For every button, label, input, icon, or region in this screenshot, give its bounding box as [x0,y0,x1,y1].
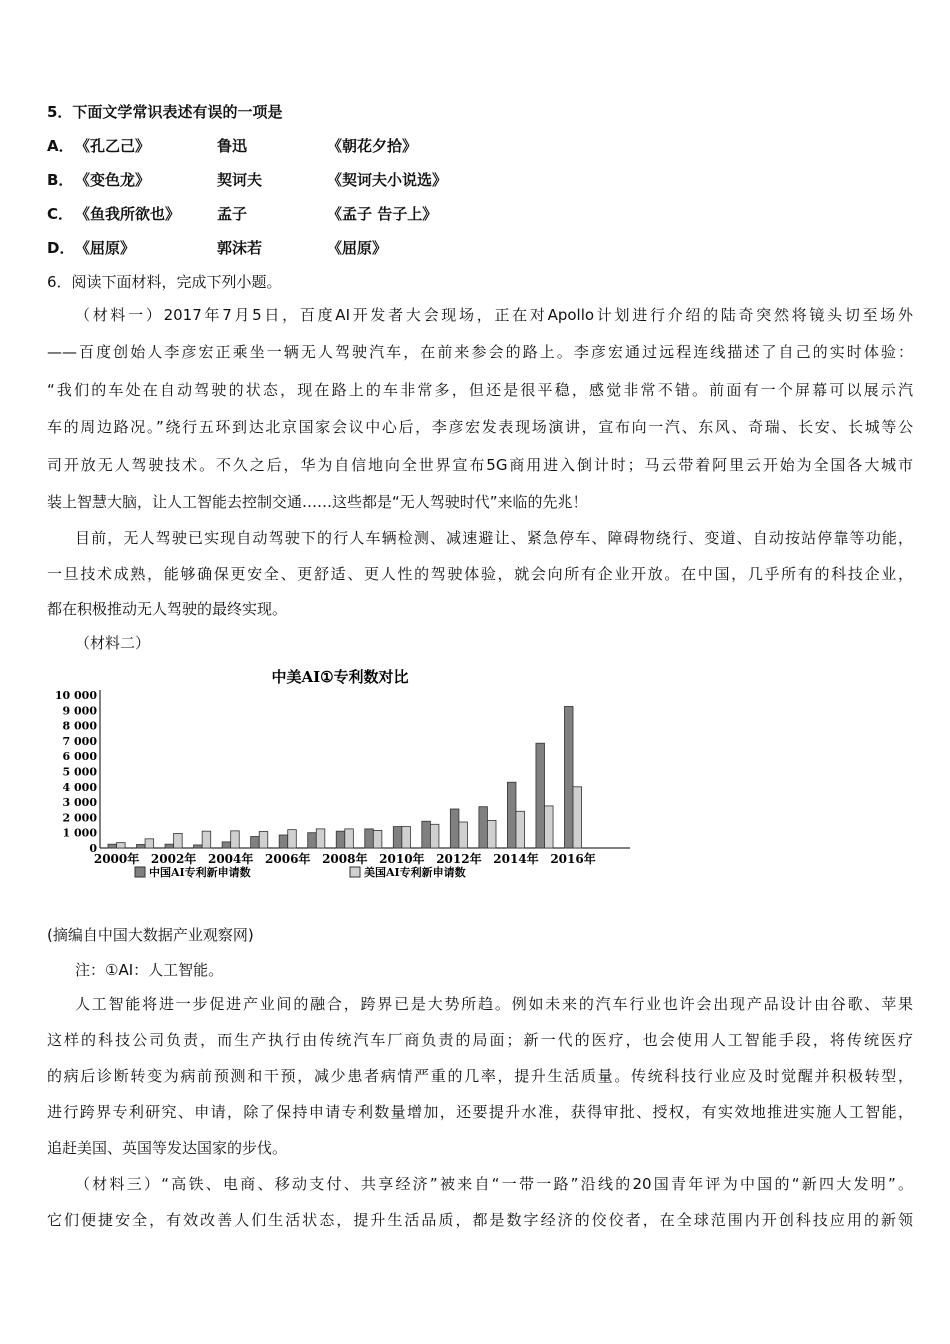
bar-china-2009 [365,829,374,848]
material-1-line: 司开放无人驾驶技术。不久之后，华为自信地向全世界宣布5G商用进入倒计时；马云带着阿里云开始为全国各大城市 [47,456,913,474]
legend-swatch [350,867,360,877]
y-tick-label: 2 000 [62,811,97,825]
option-b: 鲁迅 [217,137,248,155]
material-2-paragraph-line: 这样的科技公司负责，而生产执行由传统汽车厂商负责的局面；新一代的医疗，也会使用人工智能手段，将传统医疗 [47,1031,913,1049]
bar-china-2003 [194,845,203,848]
legend-label: 美国AI专利新申请数 [364,866,466,879]
y-tick-label: 8 000 [62,719,97,733]
material-2-paragraph-line: 进行跨界专利研究、申请，除了保持申请专利数量增加，还要提升水准，获得审批、授权，有实效地推进实施人工智能， [47,1103,913,1121]
bar-china-2001 [137,844,146,848]
bar-us-2005 [259,831,268,848]
option-c: 《孟子 告子上》 [327,205,438,223]
material-1-line: 车的周边路况。”绕行五环到达北京国家会议中心后，李彦宏发表现场演讲，宣布向一汽、东风、奇瑞、长安、长城等公 [47,418,913,436]
chart-title: 中美AI①专利数对比 [271,668,409,686]
y-tick-label: 5 000 [62,765,97,779]
bar-us-2014 [516,811,525,848]
option-label: D． [47,239,75,257]
bar-us-2010 [402,827,411,848]
bar-us-2011 [430,824,439,848]
option-c: 《屈原》 [327,239,388,257]
material-1-line: （材料一）2017年7月5日，百度AI开发者大会现场，正在对Apollo计划进行介绍的陆奇突然将镜头切至场外 [75,306,913,324]
material-1-line: 都在积极推动无人驾驶的最终实现。 [47,600,288,618]
material-1-line: 一旦技术成熟，能够确保更安全、更舒适、更人性的驾驶体验，就会向所有企业开放。在中国，几乎所有的科技企业， [47,565,913,583]
bar-us-2008 [345,829,354,848]
bar-china-2007 [308,833,317,848]
bar-china-2005 [251,837,260,848]
material-3-line: （材料三）“高铁、电商、移动支付、共享经济”被来自“一带一路”沿线的20国青年评为中国的“新四大发明”。 [75,1175,913,1193]
y-tick-label: 4 000 [62,780,97,794]
bar-us-2016 [573,787,582,848]
bar-us-2009 [373,830,382,848]
legend-swatch [135,867,145,877]
chart-source: (摘编自中国大数据产业观察网) [47,926,254,944]
option-b: 契诃夫 [217,171,263,189]
y-tick-label: 0 [89,842,97,855]
bar-china-2011 [422,821,431,848]
x-tick-label: 2016年 [550,852,596,866]
option-a: 《变色龙》 [75,171,151,189]
bar-china-2013 [479,807,488,848]
x-tick-label: 2012年 [436,852,482,866]
option-a: 《屈原》 [75,239,136,257]
bar-us-2000 [117,843,126,848]
option-label: A． [47,137,74,155]
bar-us-2006 [288,830,297,848]
option-label: B． [47,171,74,189]
material-2-paragraph-line: 的病后诊断转变为病前预测和干预，减少患者病情严重的几率，提升生活质量。传统科技行业应及时觉醒并积极转型， [47,1067,913,1085]
option-a: 《鱼我所欲也》 [75,205,181,223]
y-tick-label: 10 000 [54,689,97,702]
material-1-line: ——百度创始人李彦宏正乘坐一辆无人驾驶汽车，在前来参会的路上。李彦宏通过远程连线描述了自己的实时体验： [47,343,913,361]
question-5-title: 5．下面文学常识表述有误的一项是 [47,103,283,121]
bar-china-2008 [336,831,345,848]
y-tick-label: 6 000 [62,750,97,764]
option-label: C． [47,205,74,223]
option-c: 《契诃夫小说选》 [327,171,448,189]
patent-bar-chart [40,660,640,890]
footnote: 注：①AI：人工智能。 [75,961,224,979]
x-tick-label: 2002年 [150,852,197,866]
option-c: 《朝花夕拾》 [327,137,418,155]
y-tick-label: 7 000 [62,734,97,748]
material-1-line: “我们的车处在自动驾驶的状态，现在路上的车非常多，但还是很平稳，感觉非常不错。前面有一个屏幕可以展示汽 [47,381,913,399]
material-3-line: 它们便捷安全，有效改善人们生活状态，提升生活品质，都是数字经济的佼佼者，在全球范围内开创科技应用的新领 [47,1211,913,1229]
y-tick-label: 3 000 [62,796,97,810]
bar-china-2015 [536,743,545,848]
y-tick-label: 9 000 [62,704,97,718]
bar-china-2012 [450,809,459,848]
bar-us-2002 [174,833,183,848]
bar-us-2013 [487,820,496,848]
y-tick-label: 1 000 [62,826,97,840]
bar-china-2004 [222,842,231,848]
bar-china-2000 [108,844,117,848]
material-1-line: 目前，无人驾驶已实现自动驾驶下的行人车辆检测、减速避让、紧急停车、障碍物绕行、变道、自动按站停靠等功能， [75,529,913,547]
bar-china-2014 [507,782,516,848]
bar-china-2016 [564,706,573,848]
bar-china-2010 [393,827,402,848]
x-tick-label: 2014年 [493,852,539,866]
x-tick-label: 2010年 [379,852,425,866]
x-tick-label: 2000年 [93,852,140,866]
bar-china-2002 [165,844,174,848]
x-tick-label: 2004年 [207,852,254,866]
bar-us-2001 [145,839,154,848]
material-2-paragraph-line: 追赶美国、英国等发达国家的步伐。 [47,1139,288,1157]
material-2-label: （材料二） [75,634,151,652]
bar-us-2007 [316,829,325,848]
option-a: 《孔乙己》 [75,137,151,155]
x-tick-label: 2008年 [322,852,368,866]
bar-us-2012 [459,822,468,848]
bar-china-2006 [279,835,288,848]
question-6-title: 6．阅读下面材料，完成下列小题。 [47,273,282,291]
option-b: 孟子 [217,205,248,223]
bar-us-2015 [545,806,554,848]
legend-label: 中国AI专利新申请数 [149,866,251,879]
material-2-paragraph-line: 人工智能将进一步促进产业间的融合，跨界已是大势所趋。例如未来的汽车行业也许会出现产品设计由谷歌、苹果 [75,995,913,1013]
material-1-line: 装上智慧大脑，让人工智能去控制交通……这些都是“无人驾驶时代”来临的先兆！ [47,493,588,511]
bar-us-2003 [202,831,211,848]
bar-us-2004 [231,831,240,848]
option-b: 郭沫若 [217,239,263,257]
x-tick-label: 2006年 [265,852,311,866]
